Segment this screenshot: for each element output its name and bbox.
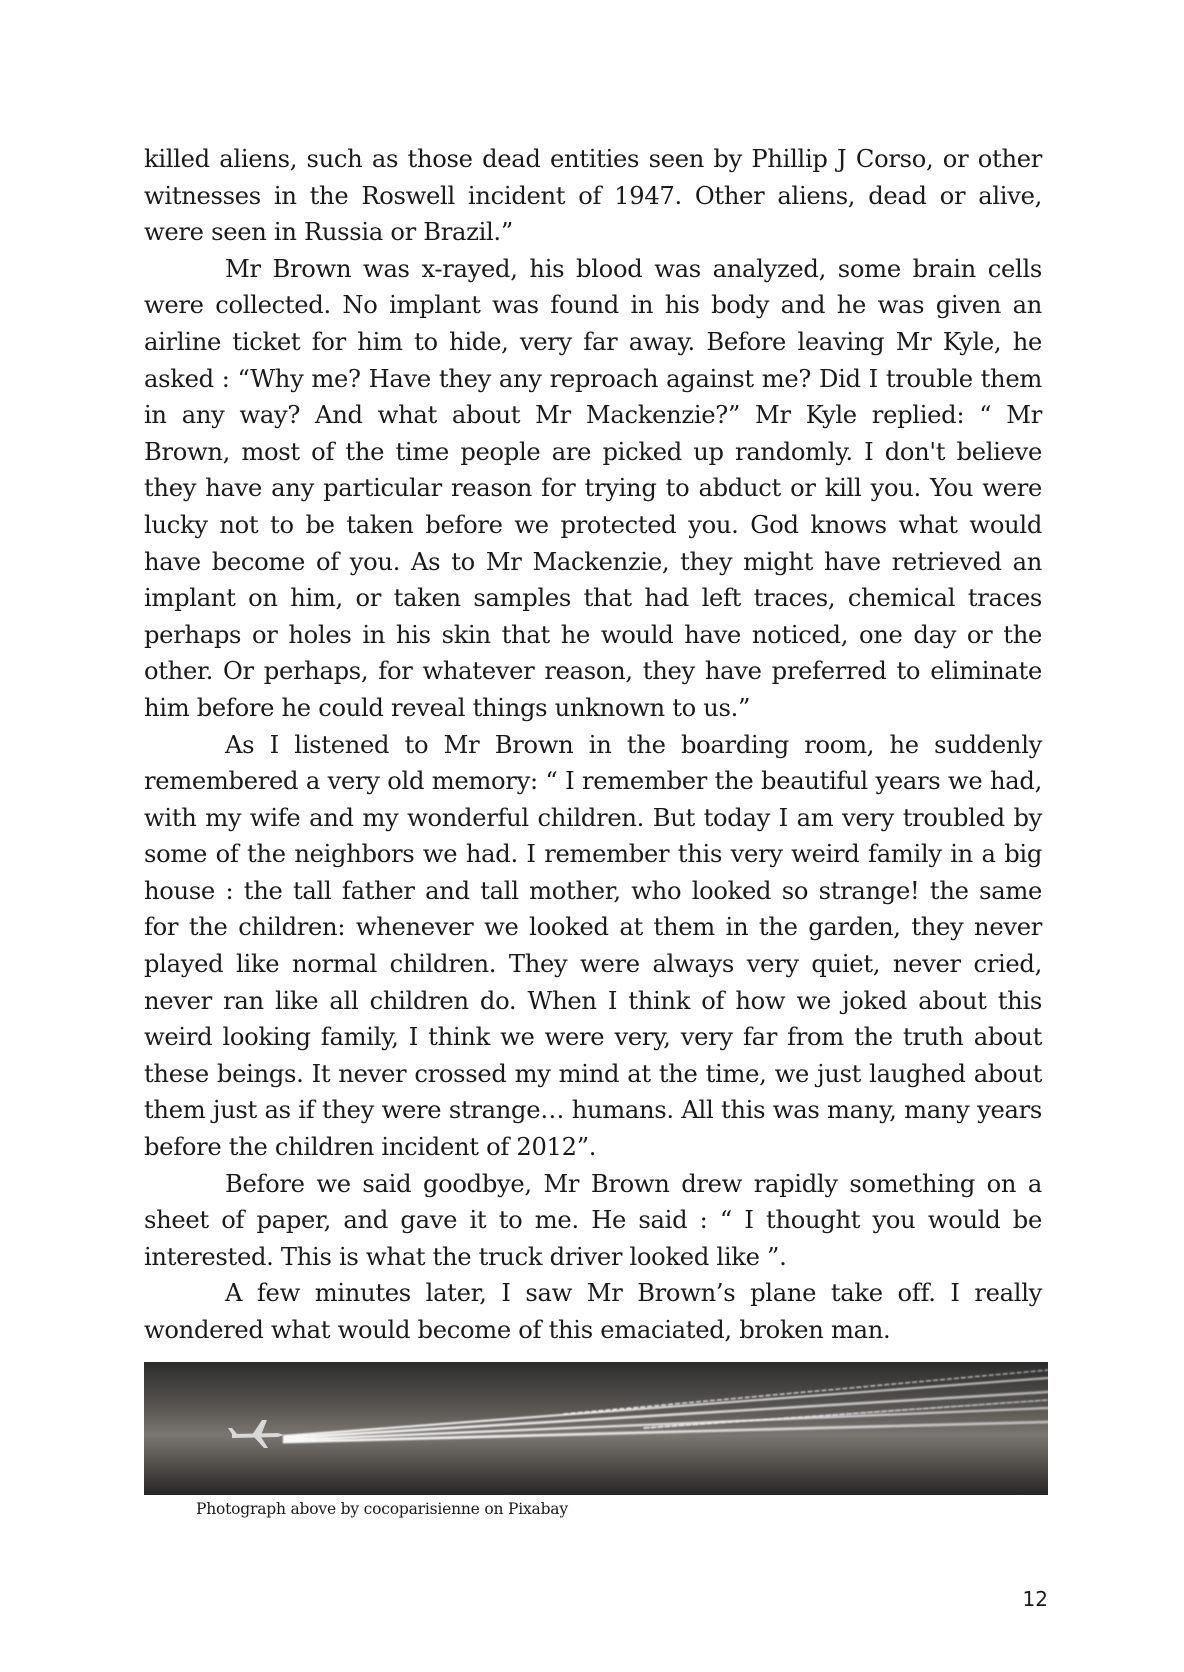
airplane-contrails-photo bbox=[144, 1362, 1048, 1495]
page-number: 12 bbox=[1022, 1587, 1048, 1611]
body-text bbox=[144, 141, 1042, 1349]
photo-caption: Photograph above by cocoparisienne on Pixabay bbox=[196, 1500, 568, 1518]
paragraph-1: killed aliens, such as those dead entities seen by Phillip J Corso, or other witnesses in the Roswell incident of 1947. Other aliens, dead or alive, were seen in Russia or Brazil.” bbox=[144, 145, 1042, 247]
paragraph-2: Mr Brown was x-rayed, his blood was analyzed, some brain cells were collected. No implant was found in his body and he was given an airline ticket for him to hide, very far away. Before leaving Mr Kyle, he asked : “Why me? Have they any reproach against me? Did I trouble them in any way? And what about Mr Mackenzie?” Mr Kyle replied: “ Mr Brown, most of the time people are picked up randomly. I don't believe they have any particular reason for trying to abduct or kill you. You were lucky not to be taken before we protected you. God knows what would have become of you. As to Mr Mackenzie, they might have retrieved an implant on him, or taken samples that had left traces, chemical traces perhaps or holes in his skin that he would have noticed, one day or the other. Or perhaps, for whatever reason, they have preferred to eliminate him before he could reveal things unknown to us.” bbox=[144, 254, 1042, 722]
paragraph-4: Before we said goodbye, Mr Brown drew rapidly something on a sheet of paper, and gave it to me. He said : “ I thought you would be interested. This is what the truck driver looked like ”. bbox=[144, 1169, 1042, 1271]
paragraph-5: A few minutes later, I saw Mr Brown’s plane take off. I really wondered what would become of this emaciated, broken man. bbox=[144, 1279, 1042, 1344]
paragraph-3: As I listened to Mr Brown in the boarding room, he suddenly remembered a very old memory: “ I remember the beautiful years we had, with my wife and my wonderful children. But today I am very troubled by some of the neighbors we had. I remember this very weird family in a big house : the tall father and tall mother, who looked so strange! the same for the children: whenever we looked at them in the garden, they never played like normal children. They were always very quiet, never cried, never ran like all children do. When I think of how we joked about this weird looking family, I think we were very, very far from the truth about these beings. It never crossed my mind at the time, we just laughed about them just as if they were strange… humans. All this was many, many years before the children incident of 2012”. bbox=[144, 730, 1042, 1162]
